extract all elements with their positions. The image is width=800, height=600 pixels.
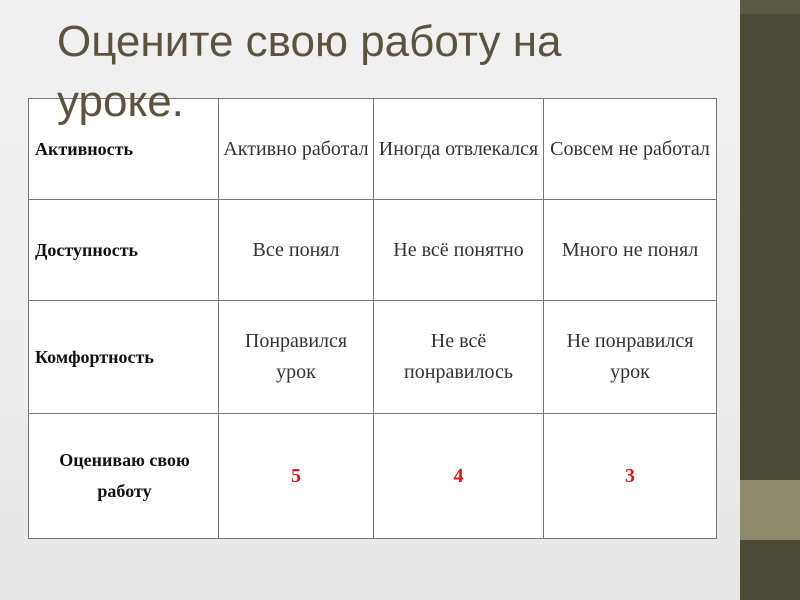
table-row-comfort: [29, 301, 717, 414]
score-5: 5: [219, 414, 374, 539]
cell-accessibility-1: Все понял: [219, 200, 374, 301]
cell-accessibility-3: Много не понял: [544, 200, 717, 301]
row-header-activity: Активность: [29, 99, 219, 200]
table-row-self-grade: [29, 414, 717, 539]
table-row-accessibility: [29, 200, 717, 301]
cell-accessibility-2: Не всё понятно: [374, 200, 544, 301]
cell-comfort-3: Не понравился урок: [544, 301, 717, 414]
evaluation-table: [28, 98, 717, 539]
slide-title: Оцените свою работу на уроке.: [57, 17, 562, 126]
row-header-comfort: Комфортность: [29, 301, 219, 414]
row-header-accessibility: Доступность: [29, 200, 219, 301]
cell-activity-1: Активно работал: [219, 99, 374, 200]
cell-activity-2: Иногда отвлекался: [374, 99, 544, 200]
row-header-self-grade: Оцениваю свою работу: [29, 414, 219, 539]
cell-activity-3: Совсем не работал: [544, 99, 717, 200]
cell-comfort-2: Не всё понравилось: [374, 301, 544, 414]
cell-comfort-1: Понравился урок: [219, 301, 374, 414]
side-bar-accent-bottom: [740, 480, 800, 540]
score-3: 3: [544, 414, 717, 539]
side-bar-accent-top: [740, 0, 800, 14]
score-4: 4: [374, 414, 544, 539]
